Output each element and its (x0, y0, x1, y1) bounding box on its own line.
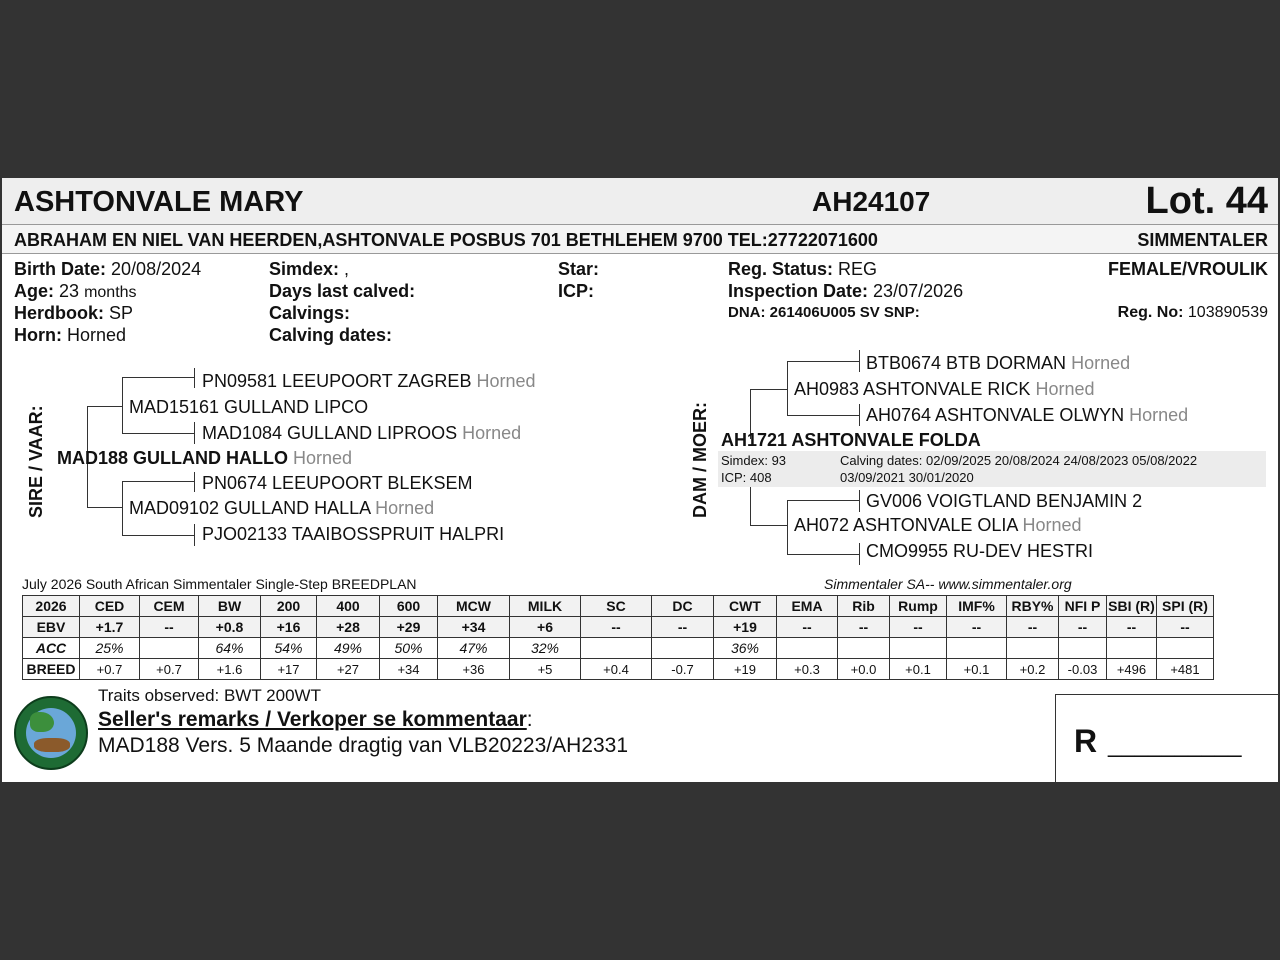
ebv-header-cell: 2026 (23, 596, 80, 617)
ebv-header-cell: EMA (777, 596, 838, 617)
lot-card (2, 178, 1278, 782)
reg-status: Reg. Status: REG (728, 259, 878, 279)
breedplan-title: July 2026 South African Simmentaler Single-Step BREEDPLAN (22, 576, 417, 592)
ebv-header-cell: CWT (714, 596, 777, 617)
pedigree-line (122, 377, 195, 378)
simmentaler-sa-logo-icon (14, 696, 88, 770)
r-label: R (1074, 723, 1098, 759)
sire-dam-dam: PJO02133 TAAIBOSSPRUIT HALPRI (202, 524, 505, 544)
ebv-values-row (23, 617, 1214, 638)
pedigree-line (750, 487, 751, 525)
dam-sire: AH0983 ASHTONVALE RICK Horned (794, 379, 1095, 399)
sellers-remarks-text: MAD188 Vers. 5 Maande dragtig van VLB20223/AH2331 (98, 734, 629, 757)
pedigree-line (87, 406, 123, 407)
pedigree-line (194, 472, 195, 492)
simdex: Simdex: , (269, 259, 350, 279)
ebv-value-cell: -- (1007, 617, 1059, 638)
ebv-accuracy-cell (1107, 638, 1157, 659)
ebv-value-cell: -- (838, 617, 890, 638)
ebv-accuracy-cell (1007, 638, 1059, 659)
days-last-calved-label: Days last calved: (269, 281, 416, 301)
ebv-accuracy-cell: 47% (438, 638, 510, 659)
sire-side-label: SIRE / VAAR: (26, 405, 46, 518)
ebv-accuracy-cell (1157, 638, 1214, 659)
ebv-value-cell: +6 (510, 617, 581, 638)
ebv-value-cell: +34 (438, 617, 510, 638)
sire-dam: MAD09102 GULLAND HALLA Horned (129, 498, 435, 518)
pedigree-line (750, 389, 788, 390)
pedigree-line (122, 433, 195, 434)
ebv-accuracy-cell (140, 638, 199, 659)
pedigree-line (787, 554, 860, 555)
lot-number: Lot. 44 (1145, 180, 1268, 222)
sire-sire-dam: MAD1084 GULLAND LIPROOS Horned (202, 423, 522, 443)
dam-side-label: DAM / MOER: (690, 402, 710, 518)
r-signature-box (1055, 694, 1278, 782)
ebv-value-cell: +28 (317, 617, 380, 638)
ebv-value-cell: -- (777, 617, 838, 638)
breedplan-source: Simmentaler SA-- www.simmentaler.org (824, 576, 1072, 592)
ebv-accuracy-cell (838, 638, 890, 659)
ebv-breed-cell: BREED (23, 659, 80, 680)
sire-dam-sire: PN0674 LEEUPOORT BLEKSEM (202, 473, 473, 493)
pedigree-line (787, 361, 860, 362)
pedigree-line (194, 422, 195, 444)
ebv-value-cell: -- (140, 617, 199, 638)
ebv-breed-cell: +5 (510, 659, 581, 680)
age: Age: 23 months (14, 281, 137, 301)
ebv-breed-cell: -0.03 (1059, 659, 1107, 680)
sex: FEMALE/VROULIK (1108, 259, 1268, 279)
dam-calving-dates-cont: 03/09/2021 30/01/2020 (840, 470, 974, 485)
sire: MAD188 GULLAND HALLO Horned (57, 448, 353, 468)
inspection-date: Inspection Date: 23/07/2026 (728, 281, 964, 301)
ebv-accuracy-cell (1059, 638, 1107, 659)
ebv-breed-cell: +0.7 (140, 659, 199, 680)
dam-dam-dam: CMO9955 RU-DEV HESTRI (866, 541, 1094, 561)
ebv-accuracy-cell (890, 638, 947, 659)
ebv-value-cell: +29 (380, 617, 438, 638)
ebv-breed-cell: +34 (380, 659, 438, 680)
calvings-label: Calvings: (269, 303, 351, 323)
ebv-value-cell: -- (1157, 617, 1214, 638)
ebv-header-cell: BW (199, 596, 261, 617)
pedigree-line (122, 481, 195, 482)
ebv-accuracy-row (23, 638, 1214, 659)
ebv-value-cell: -- (1059, 617, 1107, 638)
ebv-accuracy-cell (947, 638, 1007, 659)
sellers-remarks-heading: Seller's remarks / Verkoper se kommentaar: (98, 708, 533, 731)
pedigree-line (859, 543, 860, 565)
ebv-header-cell: SBI (R) (1107, 596, 1157, 617)
ebv-table (22, 595, 1214, 680)
ebv-breed-cell: +0.1 (947, 659, 1007, 680)
herdbook: Herdbook: SP (14, 303, 134, 323)
ebv-breed-cell: +0.1 (890, 659, 947, 680)
ebv-accuracy-cell: 64% (199, 638, 261, 659)
ebv-header-cell: MILK (510, 596, 581, 617)
ebv-header-cell: RBY% (1007, 596, 1059, 617)
ebv-header-cell: SPI (R) (1157, 596, 1214, 617)
dam-calving-dates: Calving dates: 02/09/2025 20/08/2024 24/08/2023 05/08/2022 (840, 453, 1198, 468)
ebv-header-cell: DC (652, 596, 714, 617)
pedigree-line (859, 350, 860, 372)
pedigree-line (194, 368, 195, 388)
ebv-value-cell: EBV (23, 617, 80, 638)
ebv-accuracy-cell (581, 638, 652, 659)
pedigree-line (122, 535, 195, 536)
ebv-header-cell: SC (581, 596, 652, 617)
dam-sire-dam: AH0764 ASHTONVALE OLWYN Horned (866, 405, 1189, 425)
ebv-accuracy-cell: 25% (80, 638, 140, 659)
traits-observed: Traits observed: BWT 200WT (98, 686, 321, 705)
birth-date: Birth Date: 20/08/2024 (14, 259, 202, 279)
ebv-breed-cell: +27 (317, 659, 380, 680)
ebv-header-cell: CEM (140, 596, 199, 617)
ebv-breed-cell: +0.7 (80, 659, 140, 680)
ebv-value-cell: -- (947, 617, 1007, 638)
ebv-breed-cell: +0.2 (1007, 659, 1059, 680)
ebv-accuracy-cell: 54% (261, 638, 317, 659)
ebv-breed-cell: +0.4 (581, 659, 652, 680)
dam-icp: ICP: 408 (721, 470, 772, 485)
ebv-header-cell: CED (80, 596, 140, 617)
ebv-header-cell: 400 (317, 596, 380, 617)
ebv-value-cell: +19 (714, 617, 777, 638)
pedigree-line (859, 490, 860, 512)
horn-status: Horn: Horned (14, 325, 127, 345)
ebv-breed-cell: +36 (438, 659, 510, 680)
ebv-accuracy-cell (652, 638, 714, 659)
owner-address: ABRAHAM EN NIEL VAN HEERDEN,ASHTONVALE POSBUS 701 BETHLEHEM 9700 TEL:27722071600 (14, 230, 878, 250)
ebv-value-cell: +1.7 (80, 617, 140, 638)
ebv-value-cell: +16 (261, 617, 317, 638)
ebv-value-cell: -- (1107, 617, 1157, 638)
dam-dam: AH072 ASHTONVALE OLIA Horned (794, 515, 1082, 535)
ebv-value-cell: -- (652, 617, 714, 638)
sire-sire: MAD15161 GULLAND LIPCO (129, 397, 369, 417)
ebv-value-cell: -- (890, 617, 947, 638)
r-signature-line: __________ (1108, 731, 1242, 758)
ebv-accuracy-cell: ACC (23, 638, 80, 659)
ebv-value-cell: +0.8 (199, 617, 261, 638)
ebv-header-cell: MCW (438, 596, 510, 617)
reg-number: Reg. No: 103890539 (1117, 304, 1268, 321)
ebv-header-cell: 200 (261, 596, 317, 617)
dam-sire-sire: BTB0674 BTB DORMAN Horned (866, 353, 1131, 373)
ebv-breed-cell: +0.3 (777, 659, 838, 680)
ebv-breed-cell: +19 (714, 659, 777, 680)
ebv-breed-average-row (23, 659, 1214, 680)
pedigree-line (750, 525, 788, 526)
calving-dates-label: Calving dates: (269, 325, 393, 345)
animal-reg-code: AH24107 (812, 186, 931, 217)
ebv-breed-cell: -0.7 (652, 659, 714, 680)
dam: AH1721 ASHTONVALE FOLDA (721, 430, 981, 450)
pedigree-line (787, 415, 860, 416)
animal-name: ASHTONVALE MARY (14, 186, 304, 218)
sire-sire-sire: PN09581 LEEUPOORT ZAGREB Horned (202, 371, 536, 391)
ebv-header-row (23, 596, 1214, 617)
pedigree-line (122, 481, 123, 536)
ebv-accuracy-cell: 50% (380, 638, 438, 659)
pedigree-line (87, 507, 123, 508)
ebv-accuracy-cell: 36% (714, 638, 777, 659)
pedigree-line (194, 524, 195, 546)
star-label: Star: (558, 259, 600, 279)
ebv-breed-cell: +0.0 (838, 659, 890, 680)
ebv-header-cell: 600 (380, 596, 438, 617)
ebv-header-cell: Rump (890, 596, 947, 617)
ebv-breed-cell: +481 (1157, 659, 1214, 680)
ebv-header-cell: IMF% (947, 596, 1007, 617)
breed-name: SIMMENTALER (1137, 230, 1268, 250)
pedigree-line (859, 404, 860, 426)
ebv-breed-cell: +1.6 (199, 659, 261, 680)
icp-label: ICP: (558, 281, 594, 301)
pedigree-line (787, 500, 860, 501)
ebv-header-cell: Rib (838, 596, 890, 617)
ebv-value-cell: -- (581, 617, 652, 638)
ebv-accuracy-cell: 32% (510, 638, 581, 659)
ebv-header-cell: NFI P (1059, 596, 1107, 617)
dam-simdex: Simdex: 93 (721, 453, 787, 468)
dam-dam-sire: GV006 VOIGTLAND BENJAMIN 2 (866, 491, 1143, 511)
ebv-breed-cell: +496 (1107, 659, 1157, 680)
ebv-accuracy-cell: 49% (317, 638, 380, 659)
dna-snp: DNA: 261406U005 SV SNP: (728, 304, 920, 321)
ebv-accuracy-cell (777, 638, 838, 659)
pedigree-line (787, 500, 788, 555)
ebv-breed-cell: +17 (261, 659, 317, 680)
